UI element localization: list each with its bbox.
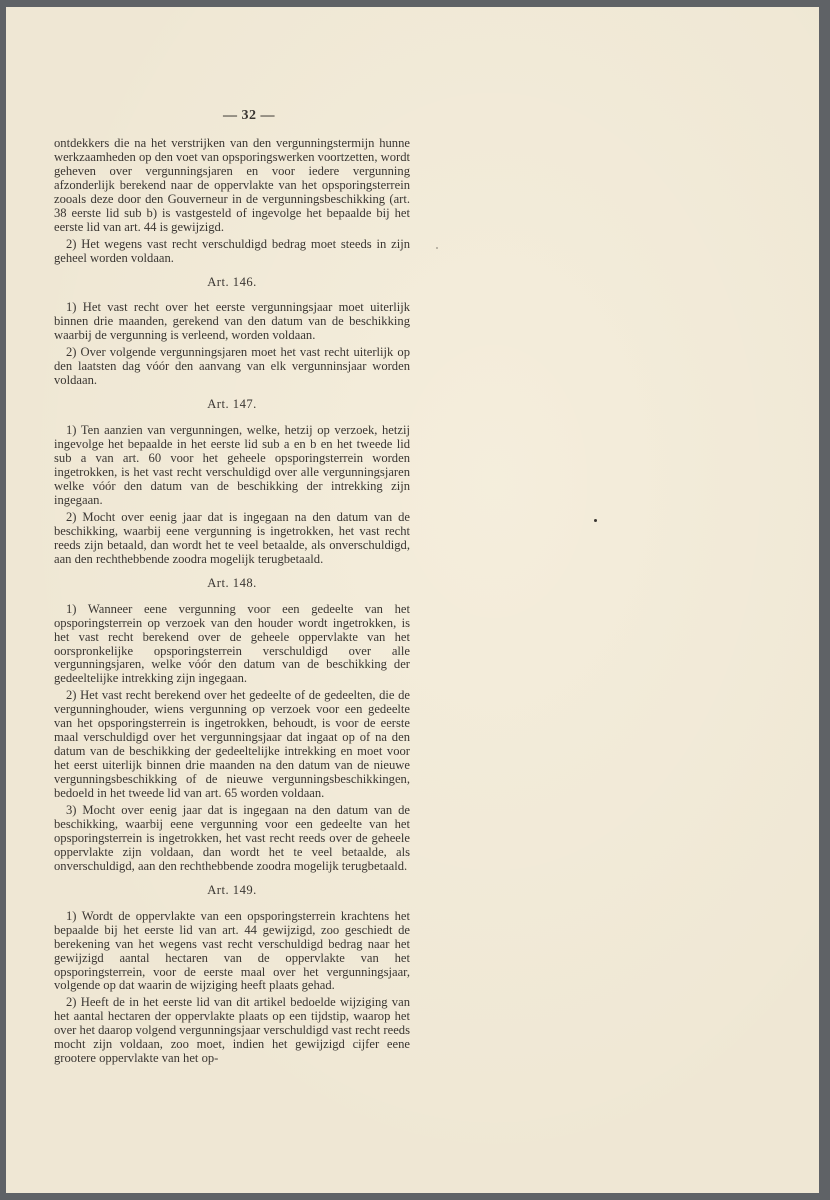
paragraph: 2) Het vast recht berekend over het gedeelte of de gedeelten, die de vergunninghouder, wiens vergunning op verzoek voor een gedeelte van het opsporingsterrein is ingetrokken, behoudt, is voor de eerste maal verschuldigd over het vergunningsjaar dat ingaat op of na den datum van de beschikking der gedeeltelijke intrekking en moet voor het eerst uiterlijk binnen drie maanden na den datum van de nieuwe vergunningsbeschikking of de nieuwe vergunningsbeschikkingen, bedoeld in het tweede lid van art. 65 worden voldaan. xyxy=(54,688,410,801)
article-heading: Art. 146. xyxy=(207,274,257,289)
paper-speck xyxy=(594,519,597,522)
text-column xyxy=(54,109,410,1069)
paragraph: 1) Ten aanzien van vergunningen, welke, hetzij op verzoek, hetzij ingevolge het bepaalde in het eerste lid sub a en b en het tweede lid sub a van art. 60 voor het geheele opsporingsterrein worden ingetrokken, is het vast recht verschuldigd over alle vergunningsjaren welke vóór den datum van de beschikking der intrekking zijn ingegaan. xyxy=(54,423,410,507)
article-heading: Art. 149. xyxy=(207,882,257,897)
paragraph: ontdekkers die na het verstrijken van den vergunningstermijn hunne werkzaamheden op den voet van opsporingswerken voortzetten, wordt geheven over vergunningsjaren en voor iedere vergunning afzonderlijk berekend naar de oppervlakte van het opsporingsterrein zooals deze door den Gouverneur in de vergunningsbeschikking (art. 38 eerste lid sub b) is vastgesteld of ingevolge het bepaalde bij het eerste lid van art. 44 is gewijzigd. xyxy=(54,135,411,234)
document-page xyxy=(6,7,819,1193)
page-number: — 32 — xyxy=(223,108,275,123)
paragraph: 1) Wordt de oppervlakte van een opsporingsterrein krachtens het bepaalde bij het eerste lid van art. 44 gewijzigd, zoo geschiedt de berekening van het wegens vast recht verschuldigd bedrag naar het gewijzigd aantal hectaren van de oppervlakte van het opsporingsterrein, voor de eerste maal over het vergunningsjaar, volgende op dat waarin de wijziging heeft plaats gehad. xyxy=(54,908,410,993)
paragraph: 1) Het vast recht over het eerste vergunningsjaar moet uiterlijk binnen drie maanden, gerekend van den datum van de beschikking waarbij de vergunning is verleend, worden voldaan. xyxy=(54,300,410,343)
paragraph: 2) Over volgende vergunningsjaren moet het vast recht uiterlijk op den laatsten dag vóór den aanvang van elk vergunninsjaar worden voldaan. xyxy=(54,345,410,388)
article-heading: Art. 147. xyxy=(207,397,257,412)
paragraph: 1) Wanneer eene vergunning voor een gedeelte van het opsporingsterrein op verzoek van den houder wordt ingetrokken, is het vast recht berekend over de geheele oppervlakte van het oorspronkelijke opsporingsterrein verschuldigd over alle vergunningsjaren, welke vóór den datum van de beschikking der gedeeltelijke intrekking zijn ingegaan. xyxy=(54,601,410,686)
document-body xyxy=(54,137,410,1066)
paragraph: 3) Mocht over eenig jaar dat is ingegaan na den datum van de beschikking, waarbij eene vergunning voor een gedeelte van het opsporingsterrein is ingetrokken, het vast recht reeds over de geheele oppervlakte zijn voldaan, dan wordt het te veel betaalde, als onverschuldigd, aan den rechthebbende zoodra mogelijk terugbetaald. xyxy=(54,802,410,873)
paragraph: 2) Heeft de in het eerste lid van dit artikel bedoelde wijziging van het aantal hectaren der oppervlakte plaats op een tijdstip, waarop het over het daarop volgend vergunningsjaar verschuldigd vast recht reeds mocht zijn voldaan, zoo moet, indien het gewijzigd cijfer eene grootere oppervlakte van het op- xyxy=(54,995,410,1066)
paragraph: 2) Het wegens vast recht verschuldigd bedrag moet steeds in zijn geheel worden voldaan. xyxy=(54,236,410,265)
article-heading: Art. 148. xyxy=(207,575,257,590)
paper-speck xyxy=(436,247,438,249)
paragraph: 2) Mocht over eenig jaar dat is ingegaan na den datum van de beschikking, waarbij eene vergunning is ingetrokken, het vast recht reeds zijn betaald, dan wordt het te veel betaalde, als onverschuldigd, aan den rechthebbende zoodra mogelijk terugbetaald. xyxy=(54,509,410,566)
